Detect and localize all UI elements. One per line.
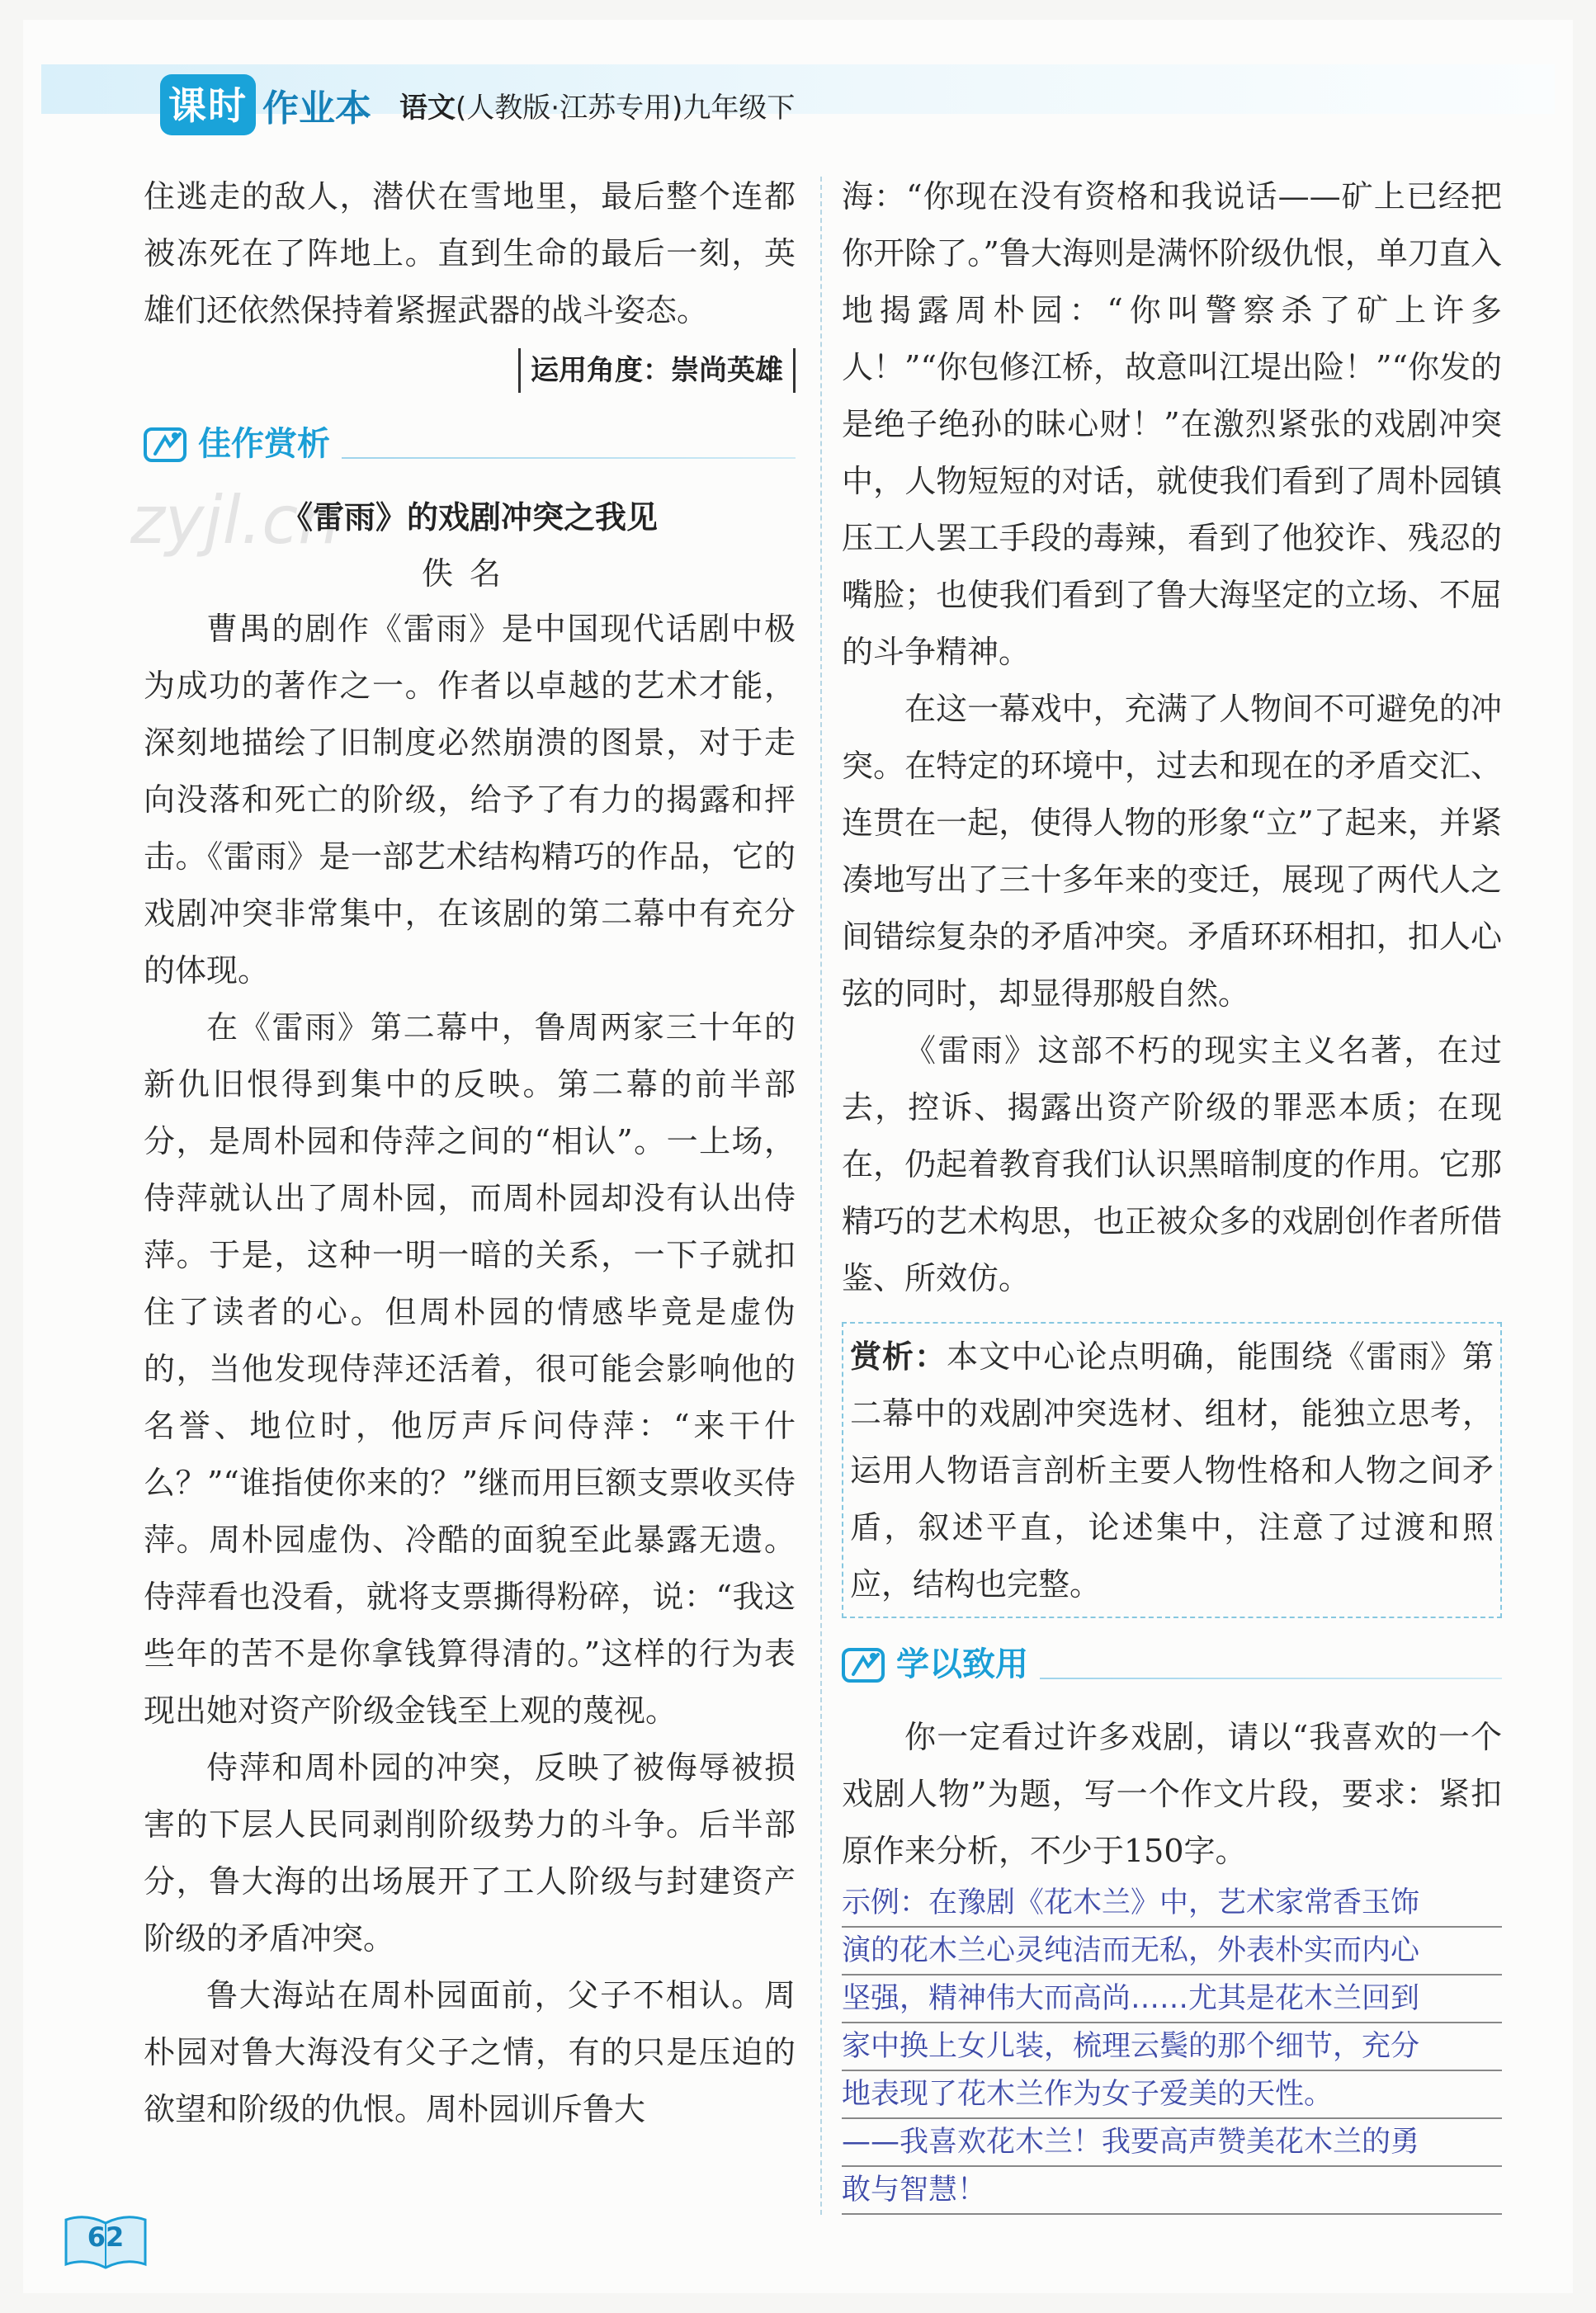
example-line: 坚强，精神伟大而高尚……尤其是花木兰回到 (842, 1975, 1502, 2023)
exercise-prompt: 你一定看过许多戏剧，请以“我喜欢的一个戏剧人物”为题，写一个作文片段，要求：紧扣原作来分析，不少于150字。 (842, 1719, 1502, 1869)
subject-info (399, 85, 795, 125)
section-rule (1040, 1678, 1502, 1679)
brand-logo: 课时 (160, 74, 256, 135)
brand-title: 作业本 (262, 87, 371, 130)
analysis-label: 赏析： (850, 1338, 947, 1375)
right-column (842, 168, 1502, 2215)
section-header-appreciation (144, 413, 796, 484)
example-line: 地表现了花木兰作为女子爱美的天性。 (842, 2071, 1502, 2119)
analysis-paragraph (850, 1329, 1494, 1613)
usage-tag: 运用角度：崇尚英雄 (518, 348, 796, 393)
example-line: 示例：在豫剧《花木兰》中，艺术家常香玉饰 (842, 1880, 1502, 1928)
article-title: 《雷雨》的戏剧冲突之我见 (281, 499, 658, 536)
example-line: 演的花木兰心灵纯洁而无私，外表朴实而内心 (842, 1928, 1502, 1975)
analysis-text: 本文中心论点明确，能围绕《雷雨》第二幕中的戏剧冲突选材、组材，能独立思考，运用人物语言剖析主要人物性格和人物之间矛盾，叙述平直，论述集中，注意了过渡和照应，结构也完整。 (850, 1338, 1494, 1603)
article-paragraph: 海：“你现在没有资格和我说话——矿上已经把你开除了。”鲁大海则是满怀阶级仇恨，单刀直入地揭露周朴园：“你叫警察杀了矿上许多人！”“你包修江桥，故意叫江堤出险！”“你发的是绝子绝孙的昧心财！”在激烈紧张的戏剧冲突中，人物短短的对话，就使我们看到了周朴园镇压工人罢工手段的毒辣，看到了他狡诈、残忍的嘴脸；也使我们看到了鲁大海坚定的立场、不屈的斗争精神。 (842, 178, 1502, 670)
analysis-box (842, 1322, 1502, 1618)
left-column (144, 168, 796, 2138)
header-brand (160, 76, 795, 134)
subject-main: 语文 (399, 91, 456, 125)
article-paragraph: 曹禺的剧作《雷雨》是中国现代话剧中极为成功的著作之一。作者以卓越的艺术才能，深刻地描绘了旧制度必然崩溃的图景，对于走向没落和死亡的阶级，给予了有力的揭露和抨击。《雷雨》是一部艺术结构精巧的作品，它的戏剧冲突非常集中，在该剧的第二幕中有充分的体现。 (144, 611, 796, 989)
section-rule (342, 457, 796, 459)
article-author: 佚名 (421, 555, 517, 592)
tag-line (144, 341, 796, 398)
pen-runner-icon (144, 426, 190, 464)
article-paragraph: 《雷雨》这部不朽的现实主义名著，在过去，控诉、揭露出资产阶级的罪恶本质；在现在，仍起着教育我们认识黑暗制度的作用。它那精巧的艺术构思，也正被众多的戏剧创作者所借鉴、所效仿。 (842, 1032, 1502, 1296)
subject-detail: (人教版·江苏专用)九年级下 (456, 91, 796, 125)
section-title-practice: 学以致用 (896, 1645, 1028, 1683)
intro-paragraph: 住逃走的敌人，潜伏在雪地里，最后整个连都被冻死在了阵地上。直到生命的最后一刻，英雄们还依然保持着紧握武器的战斗姿态。 (144, 178, 796, 328)
page-number: 62 (87, 2221, 125, 2253)
page-number-badge (63, 2213, 149, 2271)
example-line: ——我喜欢花木兰！我要高声赞美花木兰的勇 (842, 2119, 1502, 2167)
watermark: zyjl.cn (130, 482, 340, 559)
page-header (41, 25, 1555, 140)
article-paragraph: 在《雷雨》第二幕中，鲁周两家三十年的新仇旧恨得到集中的反映。第二幕的前半部分，是周朴园和侍萍之间的“相认”。一上场，侍萍就认出了周朴园，而周朴园却没有认出侍萍。于是，这种一明一暗的关系，一下子就扣住了读者的心。但周朴园的情感毕竟是虚伪的，当他发现侍萍还活着，很可能会影响他的名誉、地位时，他厉声斥问侍萍：“来干什么？”“谁指使你来的？”继而用巨额支票收买侍萍。周朴园虚伪、冷酷的面貌至此暴露无遗。侍萍看也没看，就将支票撕得粉碎，说：“我这些年的苦不是你拿钱算得清的。”这样的行为表现出她对资产阶级金钱至上观的蔑视。 (144, 1009, 796, 1729)
page (23, 20, 1573, 2293)
section-header-practice (842, 1633, 1502, 1704)
article-paragraph: 鲁大海站在周朴园面前，父子不相认。周朴园对鲁大海没有父子之情，有的只是压迫的欲望和阶级的仇恨。周朴园训斥鲁大 (144, 1977, 796, 2127)
example-answer (842, 1880, 1502, 2215)
article-paragraph: 侍萍和周朴园的冲突，反映了被侮辱被损害的下层人民同剥削阶级势力的斗争。后半部分，鲁大海的出场展开了工人阶级与封建资产阶级的矛盾冲突。 (144, 1749, 796, 1957)
example-line: 家中换上女儿装，梳理云鬓的那个细节，充分 (842, 2023, 1502, 2071)
section-title-appreciation: 佳作赏析 (198, 425, 330, 463)
column-divider (820, 177, 822, 2215)
pen-runner-icon (842, 1646, 888, 1684)
example-line: 敢与智慧！ (842, 2167, 1502, 2215)
article-paragraph: 在这一幕戏中，充满了人物间不可避免的冲突。在特定的环境中，过去和现在的矛盾交汇、连贯在一起，使得人物的形象“立”了起来，并紧凑地写出了三十多年来的变迁，展现了两代人之间错综复杂的矛盾冲突。矛盾环环相扣，扣人心弦的同时，却显得那般自然。 (842, 691, 1502, 1012)
